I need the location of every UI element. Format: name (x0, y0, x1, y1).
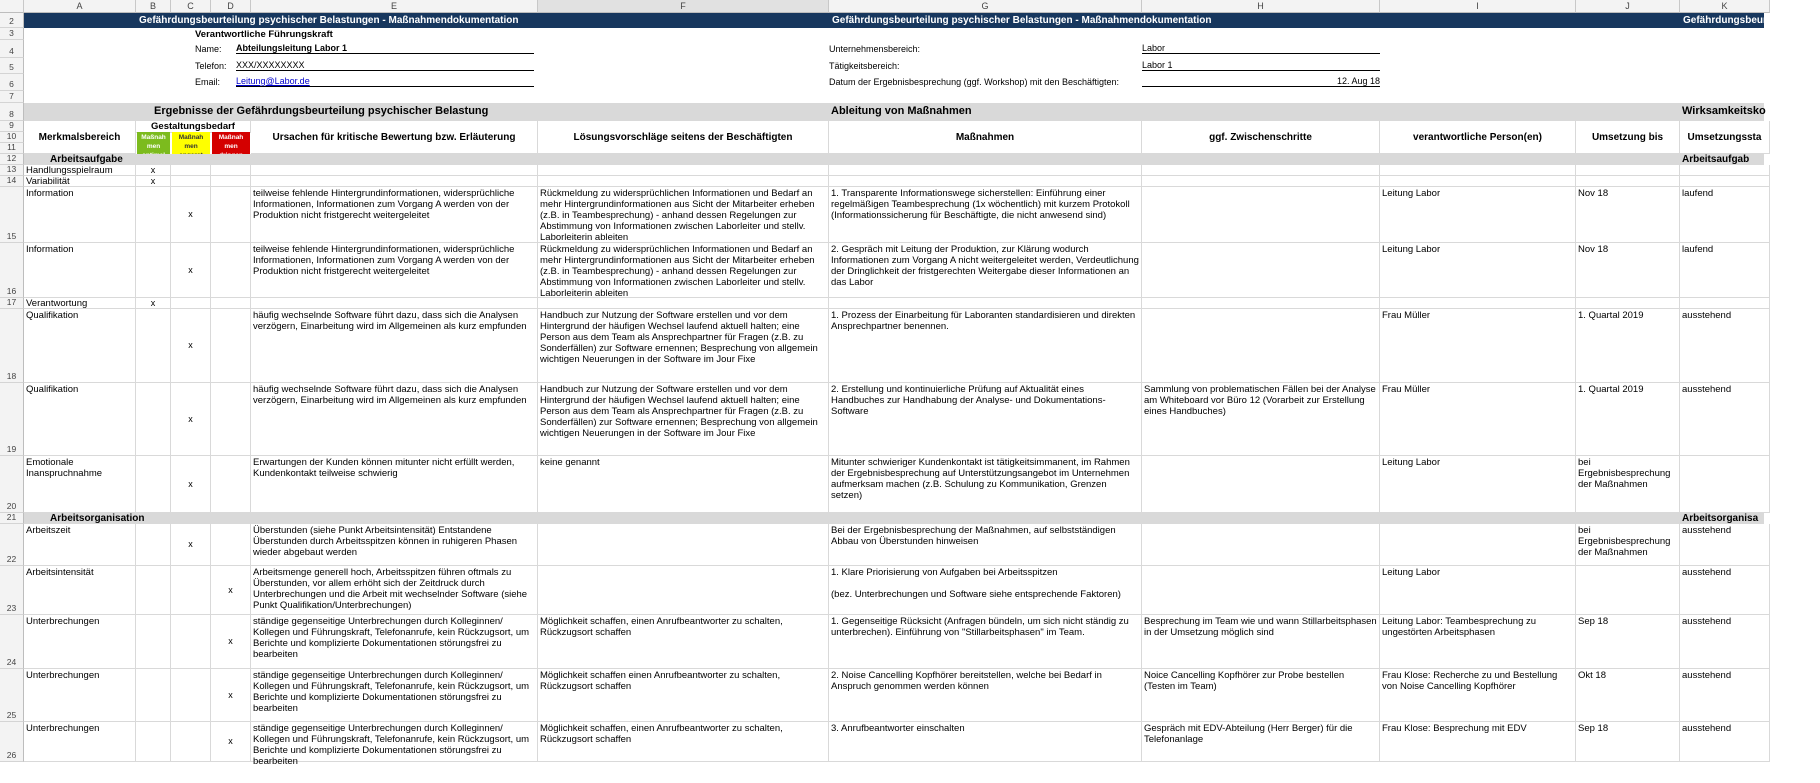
cell-merkmal[interactable]: Handlungsspielraum (24, 165, 136, 176)
cell-advisable[interactable]: x (171, 243, 211, 298)
cell-urgent[interactable]: x (211, 722, 251, 762)
cell-causes[interactable]: teilweise fehlende Hintergrundinformationen, widersprüchliche Informationen, Informationen zum Vorgang A werden von der Produktion nicht fristgerecht weitergeleitet (251, 187, 538, 243)
row-header[interactable]: 26 (0, 722, 24, 762)
cell-steps[interactable] (1142, 243, 1380, 298)
cell-suggestions[interactable] (538, 524, 829, 566)
cell-suggestions[interactable] (538, 298, 829, 309)
cell-responsible[interactable]: Leitung Labor (1380, 187, 1576, 243)
email-label: Email: (195, 77, 221, 87)
cell-responsible[interactable]: Leitung Labor (1380, 566, 1576, 615)
cell-steps[interactable] (1142, 176, 1380, 187)
corner-cell[interactable] (0, 0, 24, 13)
column-header[interactable]: F (538, 0, 829, 13)
cell-measures[interactable]: Mitunter schwieriger Kundenkontakt ist tätigkeitsimmanent, im Rahmen der Ergebnisbesprechung auf Unterstützungsangebot im Unternehmen aufmerksam machen (z.B. Schulung zu Kommunikation, Grenzen setzen) (829, 456, 1142, 513)
header-merkmal[interactable]: Merkmalsbereich (24, 121, 136, 154)
cell-measures[interactable]: 1. Prozess der Einarbeitung für Laboranten standardisieren und direkten Ansprechpartner benennen. (829, 309, 1142, 383)
name-value[interactable]: Abteilungsleitung Labor 1 (236, 43, 534, 54)
banner-title-middle: Gefährdungsbeurteilung psychischer Belastungen - Maßnahmendokumentation (829, 13, 1429, 28)
cell-merkmal[interactable]: Verantwortung (24, 298, 136, 309)
cell-responsible[interactable]: Frau Müller (1380, 309, 1576, 383)
cell-merkmal[interactable]: Variabilität (24, 176, 136, 187)
cell-urgent[interactable] (211, 298, 251, 309)
cell-steps[interactable] (1142, 456, 1380, 513)
section-results: Ergebnisse der Gefährdungsbeurteilung psychischer Belastung (152, 103, 812, 121)
cell-merkmal[interactable]: Unterbrechungen (24, 669, 136, 722)
cell-causes[interactable] (251, 165, 538, 176)
row-header[interactable]: 4 (0, 40, 24, 58)
cell-status[interactable] (1680, 298, 1770, 309)
row-header[interactable]: 13 (0, 165, 24, 176)
column-header[interactable]: D (211, 0, 251, 13)
cell-responsible[interactable]: Leitung Labor (1380, 243, 1576, 298)
row-header[interactable]: 12 (0, 154, 24, 165)
cell-steps[interactable]: Besprechung im Team wie und wann Stillarbeitsphasen in der Umsetzung möglich sind (1142, 615, 1380, 669)
phone-value[interactable]: XXX/XXXXXXXX (236, 60, 534, 71)
cell-causes[interactable] (251, 298, 538, 309)
cell-advisable[interactable] (171, 615, 211, 669)
cell-causes[interactable]: häufig wechselnde Software führt dazu, dass sich die Analysen verzögern, Einarbeitung wird im Allgemeinen als kurz empfunden (251, 383, 538, 456)
cell-optimal[interactable]: x (136, 165, 171, 176)
header-need-optimal[interactable]: Maßnah men (137, 132, 170, 154)
cell-causes[interactable]: ständige gegenseitige Unterbrechungen durch Kolleginnen/ Kollegen und Führungskraft, Telefonanrufe, kein Rückzugsort, um Berichte und komplizierte Dokumentationen störungsfrei zu bearbeiten (251, 669, 538, 722)
row-header[interactable]: 5 (0, 58, 24, 74)
row-header[interactable]: 23 (0, 566, 24, 615)
header-deadline[interactable]: Umsetzung bis (1576, 121, 1680, 154)
cell-merkmal[interactable]: Arbeitsintensität (24, 566, 136, 615)
cell-responsible[interactable] (1380, 176, 1576, 187)
header-suggestions[interactable]: Lösungsvorschläge seitens der Beschäftigten (538, 121, 829, 154)
row-header[interactable]: 25 (0, 669, 24, 722)
cell-urgent[interactable] (211, 524, 251, 566)
header-measures[interactable]: Maßnahmen (829, 121, 1142, 154)
column-header[interactable]: J (1576, 0, 1680, 13)
cell-optimal[interactable] (136, 243, 171, 298)
column-header[interactable]: G (829, 0, 1142, 13)
phone-label: Telefon: (195, 61, 227, 71)
cell-optimal[interactable] (136, 383, 171, 456)
row-header[interactable]: 19 (0, 383, 24, 456)
cell-advisable[interactable]: x (171, 524, 211, 566)
column-header[interactable]: H (1142, 0, 1380, 13)
cell-merkmal[interactable]: Information (24, 243, 136, 298)
cell-status[interactable]: laufend (1680, 187, 1770, 243)
cell-status[interactable]: ausstehend (1680, 383, 1770, 456)
cell-advisable[interactable] (171, 669, 211, 722)
cell-optimal[interactable] (136, 524, 171, 566)
row-header[interactable]: 21 (0, 513, 24, 524)
cell-urgent[interactable]: x (211, 566, 251, 615)
cell-optimal[interactable] (136, 615, 171, 669)
cell-advisable[interactable]: x (171, 187, 211, 243)
cell-merkmal[interactable]: Arbeitszeit (24, 524, 136, 566)
group-band (24, 154, 1764, 165)
cell-responsible[interactable]: Leitung Labor: Teambesprechung zu ungestörten Arbeitsphasen (1380, 615, 1576, 669)
group-arbeitsaufgabe-k: Arbeitsaufgab (1680, 154, 1764, 165)
cell-advisable[interactable]: x (171, 383, 211, 456)
cell-merkmal[interactable]: Unterbrechungen (24, 615, 136, 669)
cell-suggestions[interactable] (538, 165, 829, 176)
cell-deadline[interactable]: Nov 18 (1576, 187, 1680, 243)
cell-status[interactable] (1680, 165, 1770, 176)
header-intermediate-steps[interactable]: ggf. Zwischenschritte (1142, 121, 1380, 154)
cell-optimal[interactable]: x (136, 176, 171, 187)
meeting-date-label: Datum der Ergebnisbesprechung (ggf. Workshop) mit den Beschäftigten: (829, 77, 1119, 87)
cell-measures[interactable]: 1. Klare Priorisierung von Aufgaben bei Arbeitsspitzen (bez. Unterbrechungen und Software siehe entsprechende Faktoren) (829, 566, 1142, 615)
cell-measures[interactable] (829, 298, 1142, 309)
activity-area-label: Tätigkeitsbereich: (829, 61, 900, 71)
cell-merkmal[interactable]: Qualifikation (24, 309, 136, 383)
cell-advisable[interactable]: x (171, 309, 211, 383)
row-header[interactable]: 6 (0, 74, 24, 91)
cell-measures[interactable]: 3. Anrufbeantworter einschalten (829, 722, 1142, 762)
cell-urgent[interactable] (211, 176, 251, 187)
cell-advisable[interactable] (171, 566, 211, 615)
cell-status[interactable]: ausstehend (1680, 524, 1770, 566)
row-header[interactable]: 8 (0, 103, 24, 121)
row-header[interactable]: 20 (0, 456, 24, 513)
cell-status[interactable]: ausstehend (1680, 615, 1770, 669)
cell-deadline[interactable] (1576, 176, 1680, 187)
cell-measures[interactable] (829, 165, 1142, 176)
cell-causes[interactable] (251, 176, 538, 187)
header-status[interactable]: Umsetzungssta (1680, 121, 1770, 154)
header-need-advisable[interactable]: Maßnah men (172, 132, 210, 154)
cell-responsible[interactable] (1380, 524, 1576, 566)
banner-title-right: Gefährdungsbeurteilung psy (1680, 13, 1764, 28)
cell-merkmal[interactable]: Unterbrechungen (24, 722, 136, 762)
meeting-date-value[interactable]: 12. Aug 18 (1142, 76, 1380, 87)
cell-optimal[interactable] (136, 669, 171, 722)
cell-suggestions[interactable]: Handbuch zur Nutzung der Software erstellen und vor dem Hintergrund der häufigen Wechsel laufend aktuell halten; eine Person aus dem Team als Ansprechpartner für Fragen (z.B. zu Sonderfällen) zur Software ernennen; Besprechung von allgemein wichtigen Neuerungen in der Software im Jour Fixe (538, 309, 829, 383)
banner-title-left: Gefährdungsbeurteilung psychischer Belastungen - Maßnahmendokumentation (136, 13, 736, 28)
cell-suggestions[interactable] (538, 176, 829, 187)
header-need-urgent[interactable]: Maßnah men (212, 132, 250, 154)
cell-advisable[interactable] (171, 722, 211, 762)
cell-merkmal[interactable]: Information (24, 187, 136, 243)
cell-status[interactable] (1680, 176, 1770, 187)
row-header[interactable]: 10 (0, 132, 24, 143)
column-header[interactable]: C (171, 0, 211, 13)
row-header[interactable]: 2 (0, 13, 24, 28)
cell-urgent[interactable] (211, 187, 251, 243)
cell-suggestions[interactable]: Möglichkeit schaffen, einen Anrufbeantworter zu schalten, Rückzugsort schaffen (538, 722, 829, 762)
column-header[interactable]: A (24, 0, 136, 13)
cell-deadline[interactable]: Sep 18 (1576, 722, 1680, 762)
cell-deadline[interactable]: Sep 18 (1576, 615, 1680, 669)
cell-status[interactable]: laufend (1680, 243, 1770, 298)
cell-steps[interactable] (1142, 165, 1380, 176)
row-header[interactable]: 22 (0, 524, 24, 566)
cell-advisable[interactable] (171, 298, 211, 309)
cell-suggestions[interactable] (538, 566, 829, 615)
row-header[interactable]: 14 (0, 176, 24, 187)
cell-deadline[interactable] (1576, 298, 1680, 309)
cell-urgent[interactable] (211, 309, 251, 383)
cell-suggestions[interactable]: Handbuch zur Nutzung der Software erstellen und vor dem Hintergrund der häufigen Wechsel laufend aktuell halten; eine Person aus dem Team als Ansprechpartner für Fragen (z.B. zu Sonderfällen) zur Software ernennen; Besprechung von allgemein wichtigen Neuerungen in der Software im Jour Fixe (538, 383, 829, 456)
cell-causes[interactable]: ständige gegenseitige Unterbrechungen durch Kolleginnen/ Kollegen und Führungskraft, Telefonanrufe, kein Rückzugsort, um Berichte und komplizierte Dokumentationen störungsfrei zu bearbeiten (251, 722, 538, 762)
section-measures: Ableitung von Maßnahmen (829, 103, 1489, 121)
cell-urgent[interactable] (211, 243, 251, 298)
cell-causes[interactable]: ständige gegenseitige Unterbrechungen durch Kolleginnen/ Kollegen und Führungskraft, Telefonanrufe, kein Rückzugsort, um Berichte und komplizierte Dokumentationen störungsfrei zu bearbeiten (251, 615, 538, 669)
cell-urgent[interactable] (211, 165, 251, 176)
cell-responsible[interactable]: Frau Klose: Recherche zu und Bestellung von Noise Cancelling Kopfhörer (1380, 669, 1576, 722)
cell-steps[interactable] (1142, 524, 1380, 566)
cell-steps[interactable]: Gespräch mit EDV-Abteilung (Herr Berger) für die Telefonanlage (1142, 722, 1380, 762)
group-arbeitsorganisation: Arbeitsorganisation (48, 513, 248, 524)
header-design-need[interactable]: Gestaltungsbedarf (136, 121, 251, 133)
row-header[interactable]: 16 (0, 243, 24, 298)
cell-optimal[interactable] (136, 187, 171, 243)
cell-measures[interactable]: Bei der Ergebnisbesprechung der Maßnahmen, auf selbstständigen Abbau von Überstunden hinweisen (829, 524, 1142, 566)
cell-deadline[interactable]: 1. Quartal 2019 (1576, 383, 1680, 456)
cell-suggestions[interactable]: Möglichkeit schaffen einen Anrufbeantworter zu schalten, Rückzugsort schaffen (538, 669, 829, 722)
column-header[interactable]: K (1680, 0, 1770, 13)
column-header[interactable]: E (251, 0, 538, 13)
cell-deadline[interactable]: 1. Quartal 2019 (1576, 309, 1680, 383)
cell-suggestions[interactable]: Möglichkeit schaffen, einen Anrufbeantworter zu schalten, Rückzugsort schaffen (538, 615, 829, 669)
business-unit-value[interactable]: Labor (1142, 43, 1380, 54)
cell-suggestions[interactable]: keine genannt (538, 456, 829, 513)
cell-steps[interactable]: Noice Cancelling Kopfhörer zur Probe bestellen (Testen im Team) (1142, 669, 1380, 722)
cell-measures[interactable]: 1. Transparente Informationswege sicherstellen: Einführung einer regelmäßigen Teambesprechung (1x wöchentlich) mit kurzem Protokoll (Informationssicherung für Beschäftigte, die nicht anwesend sind) (829, 187, 1142, 243)
cell-deadline[interactable]: bei Ergebnisbesprechung der Maßnahmen (1576, 456, 1680, 513)
cell-suggestions[interactable]: Rückmeldung zu widersprüchlichen Informationen und Bedarf an mehr Hintergrundinformationen aus Sicht der Mitarbeiter erheben (z.B. in Teambesprechung) - anhand dessen Regelungen zur Abstimmung von Informationen zwischen Laborleiter und stellv. Laborleiterin ableiten (538, 187, 829, 243)
cell-deadline[interactable]: Okt 18 (1576, 669, 1680, 722)
cell-steps[interactable]: Sammlung von problematischen Fällen bei der Analyse am Whiteboard vor Büro 12 (Vorarbeit zur Erstellung eines Handbuches) (1142, 383, 1380, 456)
cell-responsible[interactable] (1380, 165, 1576, 176)
cell-advisable[interactable] (171, 165, 211, 176)
cell-responsible[interactable]: Leitung Labor (1380, 456, 1576, 513)
cell-optimal[interactable] (136, 309, 171, 383)
cell-merkmal[interactable]: Qualifikation (24, 383, 136, 456)
cell-responsible[interactable]: Frau Klose: Besprechung mit EDV (1380, 722, 1576, 762)
cell-optimal[interactable] (136, 566, 171, 615)
cell-causes[interactable]: Arbeitsmenge generell hoch, Arbeitsspitzen führen oftmals zu Überstunden, vor allem erhöht sich der Zeitdruck durch Unterbrechungen und die Arbeit mit wechselnder Software (siehe Punkt Qualifikation/Unterbrechungen) (251, 566, 538, 615)
cell-optimal[interactable]: x (136, 298, 171, 309)
cell-responsible[interactable] (1380, 298, 1576, 309)
responsible-manager-heading: Verantwortliche Führungskraft (195, 29, 333, 40)
group-arbeitsorganisation-k: Arbeitsorganisa (1680, 513, 1764, 524)
cell-causes[interactable]: Überstunden (siehe Punkt Arbeitsintensität) Entstandene Überstunden durch Arbeitsspitzen können in ruhigeren Phasen wieder abgebaut werden (251, 524, 538, 566)
cell-steps[interactable] (1142, 566, 1380, 615)
cell-deadline[interactable] (1576, 165, 1680, 176)
header-causes[interactable]: Ursachen für kritische Bewertung bzw. Erläuterung (251, 121, 538, 154)
cell-steps[interactable] (1142, 298, 1380, 309)
cell-status[interactable]: ausstehend (1680, 669, 1770, 722)
cell-merkmal[interactable]: Emotionale Inanspruchnahme (24, 456, 136, 513)
cell-urgent[interactable]: x (211, 615, 251, 669)
header-responsible[interactable]: verantwortliche Person(en) (1380, 121, 1576, 154)
cell-responsible[interactable]: Frau Müller (1380, 383, 1576, 456)
activity-area-value[interactable]: Labor 1 (1142, 60, 1380, 71)
cell-status[interactable]: ausstehend (1680, 722, 1770, 762)
cell-causes[interactable]: teilweise fehlende Hintergrundinformationen, widersprüchliche Informationen, Informationen zum Vorgang A werden von der Produktion nicht fristgerecht weitergeleitet (251, 243, 538, 298)
row-header[interactable]: 3 (0, 28, 24, 40)
cell-measures[interactable] (829, 176, 1142, 187)
row-header[interactable]: 18 (0, 309, 24, 383)
cell-urgent[interactable] (211, 456, 251, 513)
row-header[interactable]: 9 (0, 121, 24, 132)
email-value[interactable] (236, 76, 534, 87)
cell-deadline[interactable]: bei Ergebnisbesprechung der Maßnahmen (1576, 524, 1680, 566)
cell-status[interactable]: ausstehend (1680, 309, 1770, 383)
cell-steps[interactable] (1142, 187, 1380, 243)
cell-causes[interactable]: Erwartungen der Kunden können mitunter nicht erfüllt werden, Kundenkontakt teilweise schwierig (251, 456, 538, 513)
cell-causes[interactable]: häufig wechselnde Software führt dazu, dass sich die Analysen verzögern, Einarbeitung wird im Allgemeinen als kurz empfunden (251, 309, 538, 383)
cell-measures[interactable]: 2. Noise Cancelling Kopfhörer bereitstellen, welche bei Bedarf in Anspruch genommen werden können (829, 669, 1142, 722)
name-label: Name: (195, 44, 222, 54)
cell-status[interactable] (1680, 456, 1770, 513)
cell-deadline[interactable]: Nov 18 (1576, 243, 1680, 298)
cell-steps[interactable] (1142, 309, 1380, 383)
cell-optimal[interactable] (136, 722, 171, 762)
group-band (24, 513, 1764, 524)
row-header[interactable]: 15 (0, 187, 24, 243)
cell-measures[interactable]: 2. Gespräch mit Leitung der Produktion, zur Klärung wodurch Informationen zum Vorgang A nicht weitergeleitet werden, Verdeutlichung der Dringlichkeit der fristgerechten Weitergabe dieser Informationen an das Labor (829, 243, 1142, 298)
cell-optimal[interactable] (136, 456, 171, 513)
cell-measures[interactable]: 2. Erstellung und kontinuierliche Prüfung auf Aktualität eines Handbuches zur Handhabung der Analyse- und Dokumentations-Software (829, 383, 1142, 456)
row-header[interactable]: 17 (0, 298, 24, 309)
cell-urgent[interactable] (211, 383, 251, 456)
cell-measures[interactable]: 1. Gegenseitige Rücksicht (Anfragen bündeln, um sich nicht ständig zu unterbrechen). Einführung von "Stillarbeitsphasen" im Team. (829, 615, 1142, 669)
cell-advisable[interactable]: x (171, 456, 211, 513)
column-header[interactable]: B (136, 0, 171, 13)
group-arbeitsaufgabe: Arbeitsaufgabe (48, 154, 248, 165)
cell-deadline[interactable] (1576, 566, 1680, 615)
section-effectiveness: Wirksamkeitsko (1680, 103, 1764, 121)
business-unit-label: Unternehmensbereich: (829, 44, 921, 54)
cell-status[interactable]: ausstehend (1680, 566, 1770, 615)
column-header[interactable]: I (1380, 0, 1576, 13)
row-header[interactable]: 7 (0, 91, 24, 103)
cell-urgent[interactable]: x (211, 669, 251, 722)
cell-advisable[interactable] (171, 176, 211, 187)
email-link[interactable]: Leitung@Labor.de (236, 76, 310, 86)
row-header[interactable]: 24 (0, 615, 24, 669)
cell-suggestions[interactable]: Rückmeldung zu widersprüchlichen Informationen und Bedarf an mehr Hintergrundinformationen aus Sicht der Mitarbeiter erheben (z.B. in Teambesprechung) - anhand dessen Regelungen zur Abstimmung von Informationen zwischen Laborleiter und stellv. Laborleiterin ableiten (538, 243, 829, 298)
row-header[interactable]: 11 (0, 143, 24, 154)
